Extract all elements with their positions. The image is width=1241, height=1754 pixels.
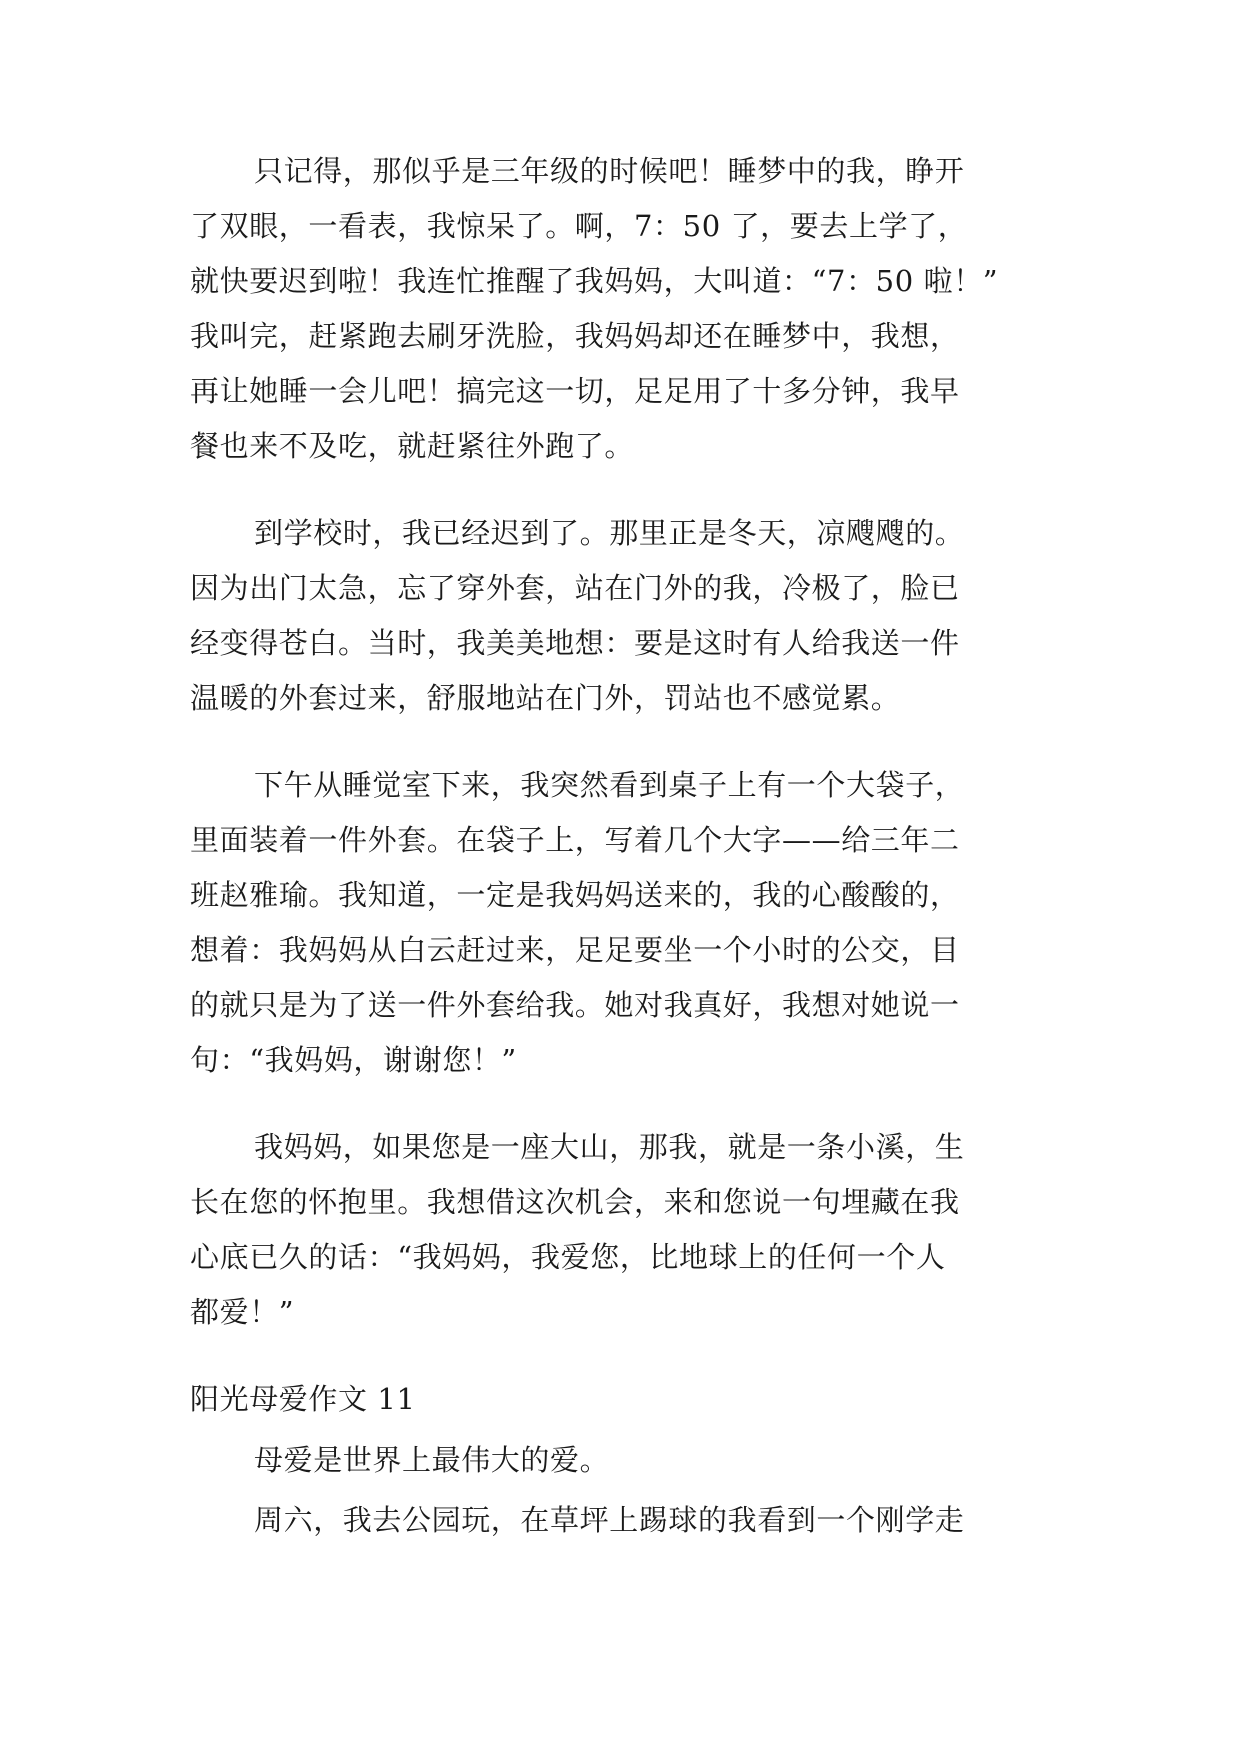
paragraph-1-line-4: 我叫完，赶紧跑去刷牙洗脸，我妈妈却还在睡梦中，我想， xyxy=(190,319,960,353)
paragraph-1-line-3: 就快要迟到啦！我连忙推醒了我妈妈，大叫道：“7：50 啦！” xyxy=(190,264,999,298)
section-title: 阳光母爱作文 11 xyxy=(190,1382,416,1416)
paragraph-3-line-1: 下午从睡觉室下来，我突然看到桌子上有一个大袋子， xyxy=(254,768,965,802)
paragraph-1-line-2: 了双眼，一看表，我惊呆了。啊，7：50 了，要去上学了， xyxy=(190,209,968,243)
paragraph-3-line-5: 的就只是为了送一件外套给我。她对我真好，我想对她说一 xyxy=(190,988,960,1022)
paragraph-1-line-6: 餐也来不及吃，就赶紧往外跑了。 xyxy=(190,429,635,463)
paragraph-4-line-1: 我妈妈，如果您是一座大山，那我，就是一条小溪，生 xyxy=(254,1130,965,1164)
paragraph-4-line-4: 都爱！” xyxy=(190,1295,295,1329)
paragraph-3-line-6: 句：“我妈妈，谢谢您！” xyxy=(190,1043,517,1077)
paragraph-4-line-2: 长在您的怀抱里。我想借这次机会，来和您说一句埋藏在我 xyxy=(190,1185,960,1219)
paragraph-2-line-3: 经变得苍白。当时，我美美地想：要是这时有人给我送一件 xyxy=(190,626,960,660)
paragraph-1-line-5: 再让她睡一会儿吧！搞完这一切，足足用了十多分钟，我早 xyxy=(190,374,960,408)
paragraph-3-line-3: 班赵雅瑜。我知道，一定是我妈妈送来的，我的心酸酸的， xyxy=(190,878,960,912)
paragraph-4-line-3: 心底已久的话：“我妈妈，我爱您，比地球上的任何一个人 xyxy=(190,1240,946,1274)
paragraph-3-line-2: 里面装着一件外套。在袋子上，写着几个大字——给三年二 xyxy=(190,823,960,857)
paragraph-1-line-1: 只记得，那似乎是三年级的时候吧！睡梦中的我，睁开 xyxy=(254,154,965,188)
section-paragraph-2-line-1: 周六，我去公园玩，在草坪上踢球的我看到一个刚学走 xyxy=(254,1503,965,1537)
paragraph-3-line-4: 想着：我妈妈从白云赶过来，足足要坐一个小时的公交，目 xyxy=(190,933,960,967)
paragraph-2-line-1: 到学校时，我已经迟到了。那里正是冬天，凉飕飕的。 xyxy=(254,516,965,550)
paragraph-2-line-2: 因为出门太急，忘了穿外套，站在门外的我，冷极了，脸已 xyxy=(190,571,960,605)
section-paragraph-1-line-1: 母爱是世界上最伟大的爱。 xyxy=(254,1443,610,1477)
paragraph-2-line-4: 温暖的外套过来，舒服地站在门外，罚站也不感觉累。 xyxy=(190,681,901,715)
